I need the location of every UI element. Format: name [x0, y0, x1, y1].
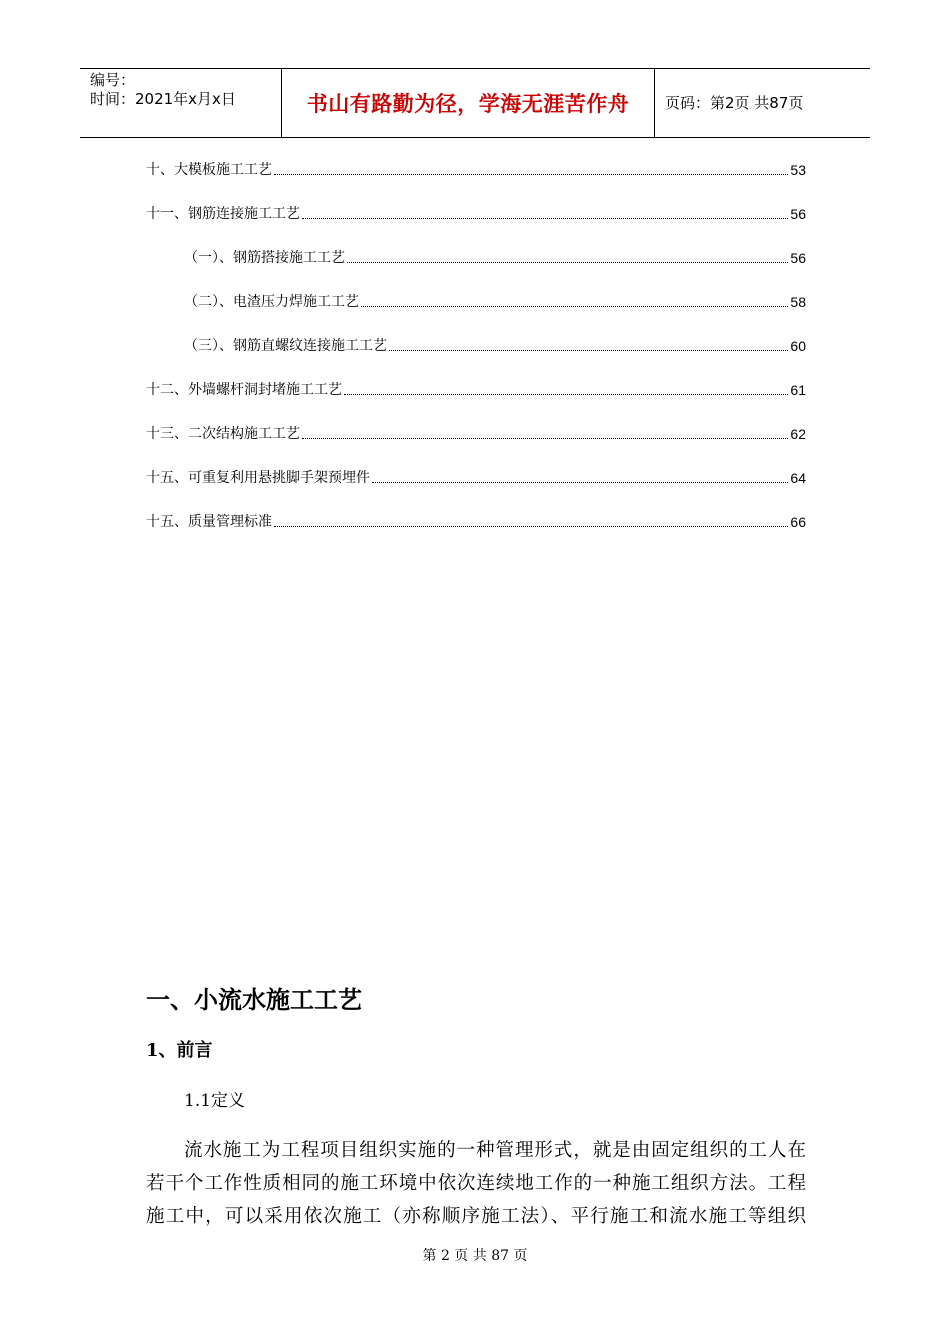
toc-entry[interactable] [146, 160, 806, 180]
toc-entry-title: 十三、二次结构施工工艺 [146, 426, 300, 442]
toc-entry-page: 66 [790, 514, 806, 530]
toc-leader-dots [274, 525, 788, 527]
toc-entry-page: 56 [790, 250, 806, 266]
toc-entry[interactable] [146, 380, 806, 400]
toc-leader-dots [372, 481, 788, 483]
toc-leader-dots [347, 261, 788, 263]
toc-entry-title: （三）、钢筋直螺纹连接施工工艺 [184, 338, 387, 354]
toc-entry-title: 十二、外墙螺杆洞封堵施工工艺 [146, 382, 342, 398]
toc-entry-page: 60 [790, 338, 806, 354]
toc-entry-title: 十、大模板施工工艺 [146, 162, 272, 178]
toc-entry-page: 53 [790, 162, 806, 178]
page-footer: 第 2 页 共 87 页 [422, 1248, 528, 1264]
toc-entry-page: 64 [790, 470, 806, 486]
toc-leader-dots [302, 437, 788, 439]
toc-entry-title: （二）、电渣压力焊施工工艺 [184, 294, 359, 310]
document-number-label: 编号： [90, 71, 136, 89]
toc-entry[interactable] [184, 292, 806, 312]
toc-entry-title: 十五、质量管理标准 [146, 514, 272, 530]
toc-entry-page: 58 [790, 294, 806, 310]
subsection-heading: 1、前言 [146, 1040, 213, 1061]
toc-entry-title: 十五、可重复利用悬挑脚手架预埋件 [146, 470, 370, 486]
toc-leader-dots [302, 217, 788, 219]
document-time-label: 时间：2021年x月x日 [90, 90, 236, 108]
toc-entry[interactable] [146, 512, 806, 532]
toc-leader-dots [344, 393, 788, 395]
toc-entry-page: 62 [790, 426, 806, 442]
subsubsection-heading: 1.1定义 [184, 1091, 246, 1111]
header-page-label: 页码：第2页 共87页 [665, 94, 804, 112]
toc-leader-dots [389, 349, 788, 351]
toc-entry-page: 61 [790, 382, 806, 398]
header-motto: 书山有路勤为径，学海无涯苦作舟 [306, 92, 630, 116]
toc-entry[interactable] [146, 204, 806, 224]
toc-entry[interactable] [146, 424, 806, 444]
toc-entry[interactable] [146, 468, 806, 488]
toc-leader-dots [361, 305, 788, 307]
toc-entry[interactable] [184, 336, 806, 356]
paragraph-line: 流水施工为工程项目组织实施的一种管理形式，就是由固定组织的工人在 [184, 1140, 806, 1161]
paragraph-line: 若干个工作性质相同的施工环境中依次连续地工作的一种施工组织方法。工程 [146, 1173, 806, 1194]
toc-entry-title: （一）、钢筋搭接施工工艺 [184, 250, 345, 266]
body-paragraph [146, 1134, 806, 1233]
toc-entry-title: 十一、钢筋连接施工工艺 [146, 206, 300, 222]
header-info-cell [80, 69, 282, 137]
section-heading: 一、小流水施工工艺 [146, 985, 362, 1014]
toc-entry[interactable] [184, 248, 806, 268]
paragraph-line: 施工中，可以采用依次施工（亦称顺序施工法）、平行施工和流水施工等组织 [146, 1206, 806, 1227]
header-page-cell [655, 69, 870, 137]
toc-entry-page: 56 [790, 206, 806, 222]
toc-leader-dots [274, 173, 788, 175]
header-motto-cell [282, 69, 655, 137]
page-header [80, 68, 870, 138]
